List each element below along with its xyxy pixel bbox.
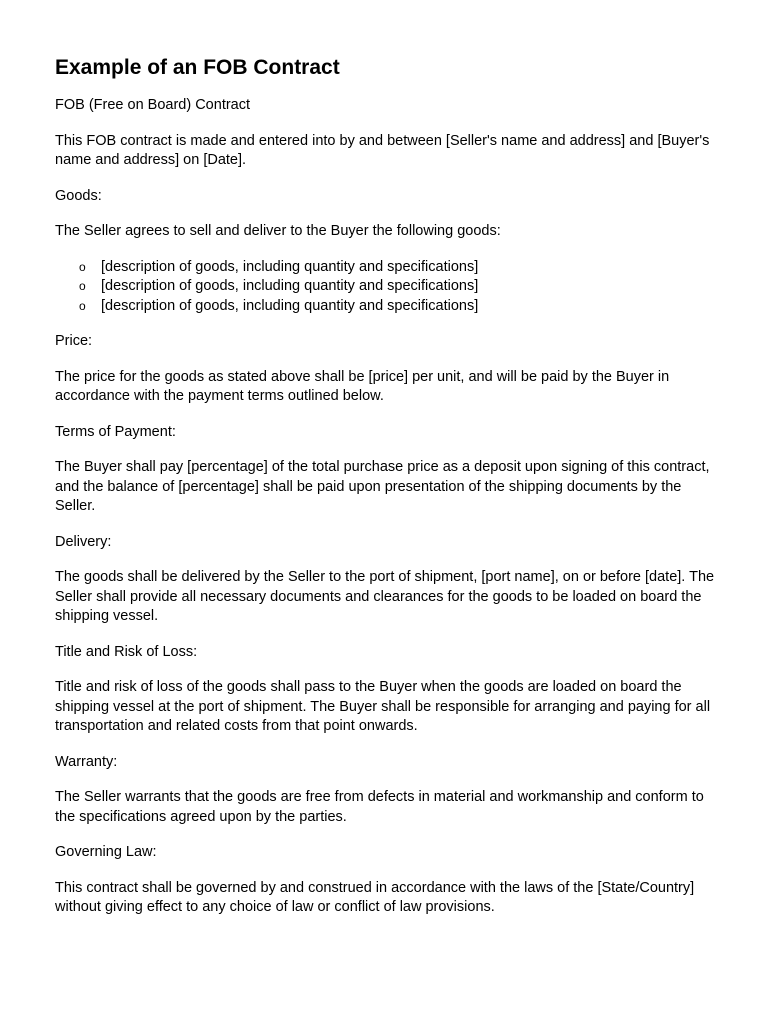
document-subtitle: FOB (Free on Board) Contract (55, 97, 251, 113)
governing-law-heading: Governing Law: (55, 844, 157, 860)
document-title: Example of an FOB Contract (55, 56, 340, 79)
document-page (55, 56, 720, 934)
delivery-heading: Delivery: (55, 533, 112, 550)
goods-paragraph: The Seller agrees to sell and deliver to the Buyer the following goods: (55, 223, 501, 239)
price-paragraph: The price for the goods as stated above shall be [price] per unit, and will be paid by the Buyer in accordance with the payment terms outlined below. (55, 368, 670, 404)
list-item (79, 277, 720, 297)
title-risk-heading: Title and Risk of Loss: (55, 643, 198, 660)
warranty-paragraph: The Seller warrants that the goods are free from defects in material and workmanship and conform to the specifications agreed upon by the parties. (55, 789, 704, 825)
price-heading: Price: (55, 333, 93, 349)
circle-bullet-icon: o (79, 298, 86, 313)
goods-item-text: [description of goods, including quantity and specifications] (101, 258, 479, 275)
goods-heading: Goods: (55, 187, 102, 204)
goods-item-text: [description of goods, including quantity and specifications] (101, 278, 479, 294)
title-risk-paragraph: Title and risk of loss of the goods shall pass to the Buyer when the goods are loaded on board the shipping vessel at the port of shipment. The Buyer shall be responsible for arranging and paying for all transportation and related costs from that point onwards. (55, 679, 711, 734)
payment-paragraph: The Buyer shall pay [percentage] of the total purchase price as a deposit upon signing of this contract, and the balance of [percentage] shall be paid upon presentation of the shipping documents by the Seller. (55, 459, 710, 514)
list-item (79, 258, 720, 278)
goods-list (79, 258, 720, 317)
warranty-heading: Warranty: (55, 753, 118, 770)
goods-item-text: [description of goods, including quantity and specifications] (101, 297, 479, 314)
payment-heading: Terms of Payment: (55, 423, 176, 440)
intro-paragraph: This FOB contract is made and entered into by and between [Seller's name and address] and [Buyer's name and address] on [Date]. (55, 132, 710, 168)
circle-bullet-icon: o (79, 279, 86, 293)
delivery-paragraph: The goods shall be delivered by the Seller to the port of shipment, [port name], on or before [date]. The Seller shall provide all necessary documents and clearances for the goods to be loaded on board the shipping vessel. (55, 569, 715, 624)
circle-bullet-icon: o (79, 259, 86, 274)
governing-law-paragraph: This contract shall be governed by and construed in accordance with the laws of the [State/Country] without giving effect to any choice of law or conflict of law provisions. (55, 879, 695, 915)
list-item (79, 297, 720, 317)
